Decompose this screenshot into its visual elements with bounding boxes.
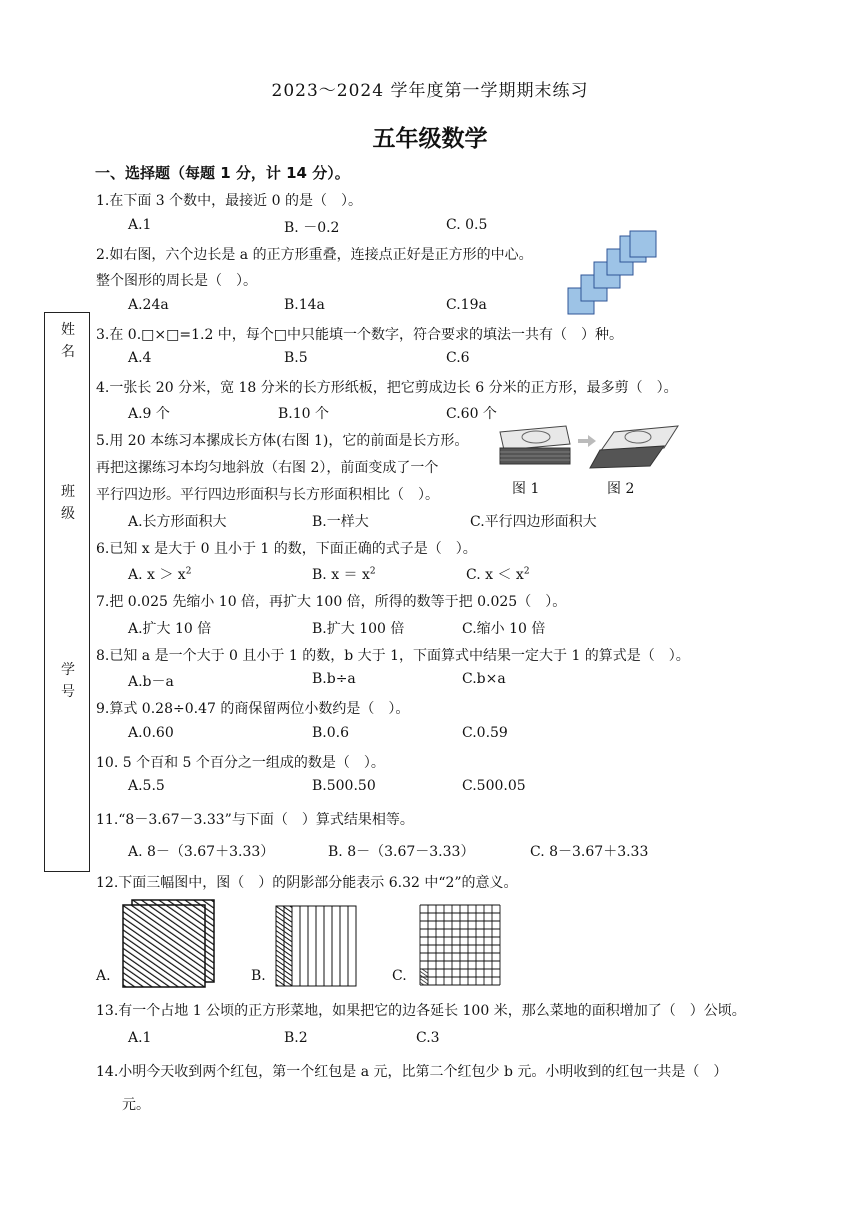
q6-option-b-exponent: 2 (369, 566, 376, 577)
notebook-stack-figure (496, 422, 680, 472)
q11-option-b: B. 8－（3.67－3.33） (328, 844, 475, 860)
q6-option-b-text: B. x ＝ x (312, 567, 370, 583)
q9-option-a: A.0.60 (128, 725, 174, 741)
class-label-2: 级 (61, 506, 75, 522)
q13-option-b: B.2 (284, 1030, 308, 1046)
q6-option-a (128, 564, 191, 584)
q7-option-a: A.扩大 10 倍 (128, 621, 212, 637)
question-2-line2: 整个图形的周长是（ ）。 (96, 273, 257, 289)
q11-option-a: A. 8－（3.67＋3.33） (128, 844, 275, 860)
question-4: 4.一张长 20 分米，宽 18 分米的长方形纸板，把它剪成边长 6 分米的正方形，最多剪（ ）。 (96, 380, 678, 396)
q4-option-a: A.9 个 (128, 406, 170, 422)
question-10: 10. 5 个百和 5 个百分之一组成的数是（ ）。 (96, 755, 385, 771)
q5-option-b: B.一样大 (312, 514, 369, 530)
q10-option-c: C.500.05 (462, 778, 526, 794)
question-8: 8.已知 a 是一个大于 0 且小于 1 的数，b 大于 1，下面算式中结果一定大于 1 的算式是（ ）。 (96, 648, 690, 664)
stack-2-front (590, 446, 664, 468)
q5-option-a: A.长方形面积大 (128, 514, 227, 530)
q9-option-c: C.0.59 (462, 725, 508, 741)
q4-option-c: C.60 个 (446, 406, 497, 422)
q8-option-b: B.b÷a (312, 671, 356, 687)
figure-c-hundred-grid (416, 903, 504, 989)
id-label-2: 号 (61, 684, 75, 700)
question-5-line3: 平行四边形。平行四边形面积与长方形面积相比（ ）。 (96, 487, 439, 503)
overlapping-squares-figure (566, 230, 660, 320)
q6-option-c-text: C. x ＜ x (466, 567, 524, 583)
question-5-line2: 再把这摞练习本均匀地斜放（右图 2），前面变成了一个 (96, 460, 439, 476)
q2-option-b: B.14a (284, 297, 325, 313)
q6-option-b (312, 564, 376, 584)
q2-option-a: A.24a (128, 297, 169, 313)
question-14-line2: 元。 (122, 1097, 150, 1113)
q1-option-c: C. 0.5 (446, 217, 488, 233)
q1-option-a: A.1 (128, 217, 152, 233)
q3-option-b: B.5 (284, 350, 308, 366)
q6-option-c-exponent: 2 (523, 566, 530, 577)
q2-option-c: C.19a (446, 297, 487, 313)
q13-option-a: A.1 (128, 1030, 152, 1046)
q4-option-b: B.10 个 (278, 406, 330, 422)
q3-option-c: C.6 (446, 350, 470, 366)
q12-option-a: A. (96, 968, 111, 984)
figure-a-front-square (123, 905, 205, 987)
square-6 (630, 231, 656, 257)
q5-option-c: C.平行四边形面积大 (470, 514, 597, 530)
id-label-1: 学 (61, 662, 75, 678)
question-1: 1.在下面 3 个数中，最接近 0 的是（ ）。 (96, 193, 362, 209)
question-12: 12.下面三幅图中，图（ ）的阴影部分能表示 6.32 中“2”的意义。 (96, 875, 518, 891)
q3-option-a: A.4 (128, 350, 152, 366)
q13-option-c: C.3 (416, 1030, 440, 1046)
q9-option-b: B.0.6 (312, 725, 350, 741)
question-2: 2.如右图，六个边长是 a 的正方形重叠，连接点正好是正方形的中心。 (96, 247, 533, 263)
question-13: 13.有一个占地 1 公顷的正方形菜地，如果把它的边各延长 100 米，那么菜地的面积增加了（ ）公顷。 (96, 1003, 746, 1019)
q6-option-c (466, 564, 530, 584)
q12-option-c: C. (392, 968, 407, 984)
question-6: 6.已知 x 是大于 0 且小于 1 的数，下面正确的式子是（ ）。 (96, 541, 477, 557)
q7-option-b: B.扩大 100 倍 (312, 621, 405, 637)
name-label-2: 名 (61, 344, 75, 360)
student-info-box (44, 312, 90, 872)
question-7: 7.把 0.025 先缩小 10 倍，再扩大 100 倍，所得的数等于把 0.025（ ）。 (96, 594, 567, 610)
stack-1-top (500, 426, 570, 450)
figure-a-hatched-squares (120, 898, 220, 990)
question-5: 5.用 20 本练习本摞成长方体(右图 1)，它的前面是长方形。 (96, 433, 469, 449)
q10-option-b: B.500.50 (312, 778, 376, 794)
figure-b-column-grid (272, 904, 362, 988)
question-3: 3.在 0.□×□=1.2 中，每个□中只能填一个数字，符合要求的填法一共有（ ）种。 (96, 327, 624, 343)
page-subtitle: 五年级数学 (372, 126, 488, 152)
class-label-1: 班 (61, 484, 75, 500)
q7-option-c: C.缩小 10 倍 (462, 621, 546, 637)
q12-option-b: B. (251, 968, 266, 984)
q8-option-a: A.b－a (128, 674, 174, 690)
q8-option-c: C.b×a (462, 671, 506, 687)
question-11: 11.“8－3.67－3.33”与下面（ ）算式结果相等。 (96, 812, 414, 828)
question-9: 9.算式 0.28÷0.47 的商保留两位小数约是（ ）。 (96, 701, 410, 717)
name-label-1: 姓 (61, 322, 75, 338)
figure-2-caption: 图 2 (607, 481, 635, 497)
q6-option-a-text: A. x ＞ x (128, 567, 186, 583)
q10-option-a: A.5.5 (128, 778, 165, 794)
section-heading: 一、选择题（每题 1 分，计 14 分）。 (95, 164, 350, 182)
arrow-icon (578, 435, 596, 447)
question-14: 14.小明今天收到两个红包，第一个红包是 a 元，比第二个红包少 b 元。小明收到的红包一共是（ ） (96, 1064, 728, 1080)
figure-1-caption: 图 1 (512, 481, 540, 497)
q1-option-b: B. －0.2 (284, 220, 340, 236)
page-title: 2023～2024 学年度第一学期期末练习 (271, 81, 589, 101)
q11-option-c: C. 8－3.67＋3.33 (530, 844, 649, 860)
q6-option-a-exponent: 2 (185, 566, 192, 577)
